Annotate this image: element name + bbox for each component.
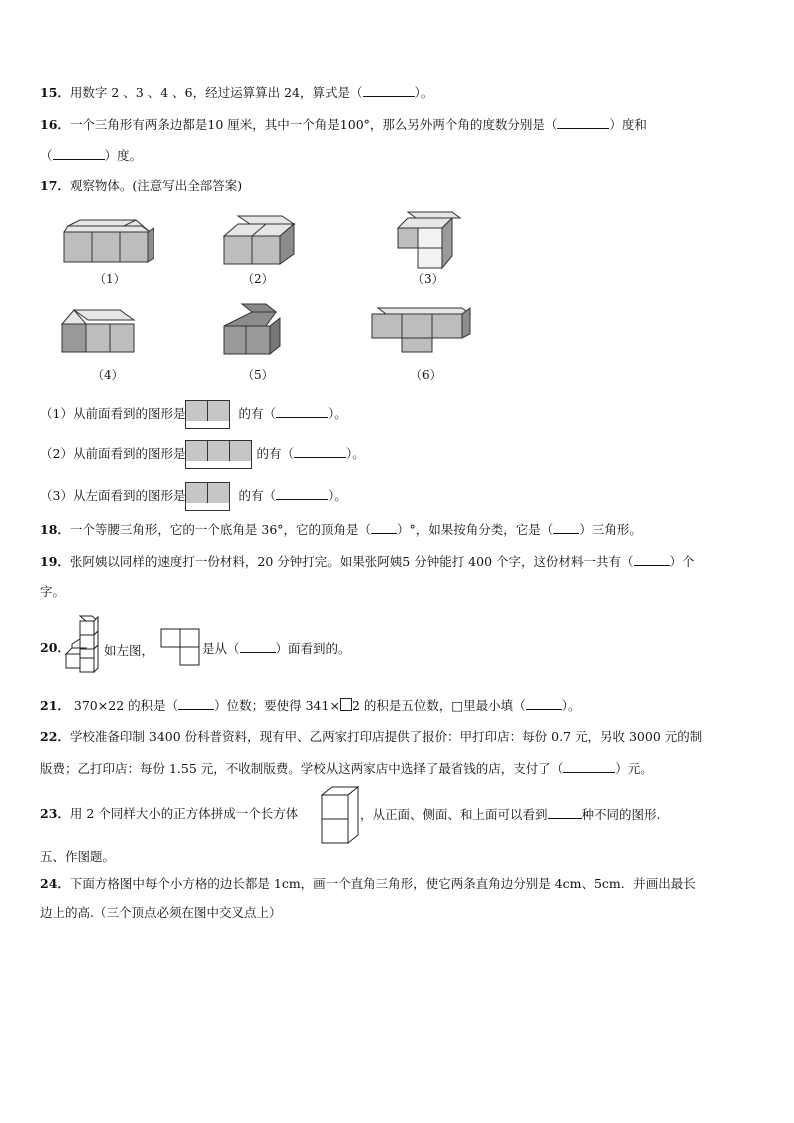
question-text: 一个三角形有两条边都是10 厘米，其中一个角是100°，那么另外两个角的度数分别是（ bbox=[69, 117, 558, 132]
empty-box-icon bbox=[340, 698, 352, 711]
cube-figure-1 bbox=[62, 218, 154, 266]
question-text: 如左图， bbox=[104, 643, 155, 658]
question-number: 24． bbox=[40, 876, 70, 891]
cube-figure-6 bbox=[370, 306, 474, 356]
question-text-end: ）。 bbox=[327, 406, 347, 421]
question-17-sub-1 bbox=[40, 400, 347, 429]
answer-blank[interactable] bbox=[178, 697, 214, 710]
question-text: （2）从前面看到的图形是 bbox=[40, 446, 186, 461]
answer-blank[interactable] bbox=[363, 84, 415, 97]
question-text: 370×22 的积是（ bbox=[73, 698, 179, 713]
question-text: （ bbox=[40, 148, 53, 163]
question-text: 学校准备印制 3400 份科普资料，现有甲、乙两家打印店提供了报价：甲打印店：每份 0.7 元，另收 3000 元的制 bbox=[69, 729, 703, 744]
question-text-end: ）元。 bbox=[615, 761, 653, 776]
question-text-mid: 是从（ bbox=[202, 641, 240, 656]
answer-blank[interactable] bbox=[294, 445, 346, 458]
question-text: 一个等腰三角形，它的一个底角是 36°，它的顶角是（ bbox=[69, 522, 372, 537]
question-text-end: ）面看到的。 bbox=[275, 641, 351, 656]
question-text-end: ）。 bbox=[414, 85, 434, 100]
answer-blank[interactable] bbox=[371, 521, 397, 534]
question-24-line2 bbox=[40, 905, 281, 921]
question-19 bbox=[40, 553, 695, 570]
question-text-mid: ，从正面、侧面、和上面可以看到 bbox=[360, 807, 548, 822]
question-text: （3）从左面看到的图形是 bbox=[40, 488, 186, 503]
question-text-end: ）度。 bbox=[104, 148, 143, 163]
answer-blank[interactable] bbox=[548, 806, 582, 819]
question-17 bbox=[40, 178, 242, 194]
question-text-end: 种不同的图形. bbox=[581, 807, 661, 822]
question-18 bbox=[40, 521, 642, 538]
answer-blank[interactable] bbox=[276, 405, 328, 418]
answer-blank[interactable] bbox=[553, 521, 579, 534]
question-22 bbox=[40, 729, 702, 745]
question-text-end: ）。 bbox=[561, 698, 581, 713]
question-20-tail bbox=[202, 640, 351, 657]
two-square-view-icon bbox=[185, 400, 230, 429]
section-title-text: 五、作图题。 bbox=[40, 849, 116, 864]
question-text-mid: 的有（ bbox=[238, 406, 276, 421]
cube-figure-5 bbox=[222, 302, 286, 358]
question-16-line2 bbox=[40, 147, 142, 164]
question-number: 22． bbox=[40, 729, 70, 744]
question-20 bbox=[104, 640, 154, 662]
question-text: 用 2 个同样大小的正方体拼成一个长方体 bbox=[69, 806, 299, 821]
question-text: 下面方格图中每个小方格的边长都是 1cm，画一个直角三角形，使它两条直角边分别是 4cm、5cm．并画出最长 bbox=[69, 876, 696, 891]
question-16 bbox=[40, 116, 647, 133]
question-23 bbox=[40, 806, 298, 822]
figure-caption: （3） bbox=[412, 272, 444, 286]
question-number: 19． bbox=[40, 554, 70, 569]
question-text: 张阿姨以同样的速度打一份材料，20 分钟打完。如果张阿姨5 分钟能打 400 个字，这份材料一共有（ bbox=[69, 554, 634, 569]
question-24 bbox=[40, 876, 696, 892]
question-text: 版费；乙打印店：每份 1.55 元，不收制版费。学校从这两家店中选择了最省钱的店，支付了（ bbox=[40, 761, 564, 776]
question-number: 15． bbox=[40, 85, 70, 100]
question-number: 23． bbox=[40, 806, 70, 821]
question-20-number bbox=[40, 640, 70, 656]
question-22-line2 bbox=[40, 760, 653, 777]
question-text-end: ）。 bbox=[327, 488, 347, 503]
cube-figure-4 bbox=[60, 306, 138, 356]
question-text: 用数字 2 、3 、4 、6，经过运算算出 24，算式是（ bbox=[69, 85, 363, 100]
answer-blank[interactable] bbox=[53, 147, 105, 160]
answer-blank[interactable] bbox=[563, 760, 615, 773]
three-square-view-icon bbox=[185, 440, 252, 469]
question-21 bbox=[40, 697, 580, 714]
answer-blank[interactable] bbox=[526, 697, 562, 710]
question-text-mid: ）位数；要使得 341× bbox=[214, 698, 340, 713]
question-text-mid: ）度和 bbox=[609, 117, 647, 132]
question-17-sub-3 bbox=[40, 482, 347, 511]
question-text-mid: ）°，如果按角分类，它是（ bbox=[397, 522, 554, 537]
answer-blank[interactable] bbox=[240, 640, 276, 653]
figure-caption: （1） bbox=[94, 272, 126, 286]
section-title bbox=[40, 849, 115, 865]
cube-figure-2 bbox=[222, 214, 302, 268]
figure-caption: （5） bbox=[242, 368, 274, 382]
question-text: 边上的高.（三个顶点必须在图中交叉点上） bbox=[40, 905, 282, 920]
question-number: 16． bbox=[40, 117, 70, 132]
question-number: 20． bbox=[40, 640, 70, 655]
cuboid-figure bbox=[320, 785, 360, 847]
question-text-end: ）三角形。 bbox=[579, 522, 642, 537]
question-15 bbox=[40, 84, 433, 101]
question-text-mid2: 2 的积是五位数，□里最小填（ bbox=[351, 698, 526, 713]
question-text-mid: 的有（ bbox=[238, 488, 276, 503]
answer-blank[interactable] bbox=[276, 487, 328, 500]
question-text: （1）从前面看到的图形是 bbox=[40, 406, 186, 421]
top-view-shape bbox=[160, 628, 200, 666]
figure-caption: （6） bbox=[410, 368, 442, 382]
question-number: 21． bbox=[40, 698, 70, 713]
question-number: 18． bbox=[40, 522, 70, 537]
question-text: 字。 bbox=[40, 584, 66, 599]
two-square-view-icon bbox=[185, 482, 230, 511]
question-number: 17． bbox=[40, 178, 70, 193]
answer-blank[interactable] bbox=[557, 116, 609, 129]
answer-blank[interactable] bbox=[634, 553, 670, 566]
question-text-end: ）。 bbox=[345, 446, 365, 461]
question-23-tail bbox=[360, 806, 661, 823]
figure-caption: （2） bbox=[242, 272, 274, 286]
question-text-mid: 的有（ bbox=[256, 446, 294, 461]
figure-caption: （4） bbox=[92, 368, 124, 382]
question-17-sub-2 bbox=[40, 440, 365, 469]
question-text-end: ）个 bbox=[669, 554, 695, 569]
question-text: 观察物体。(注意写出全部答案) bbox=[69, 178, 243, 193]
cube-figure-3 bbox=[396, 210, 462, 270]
question-19-line2 bbox=[40, 584, 65, 600]
